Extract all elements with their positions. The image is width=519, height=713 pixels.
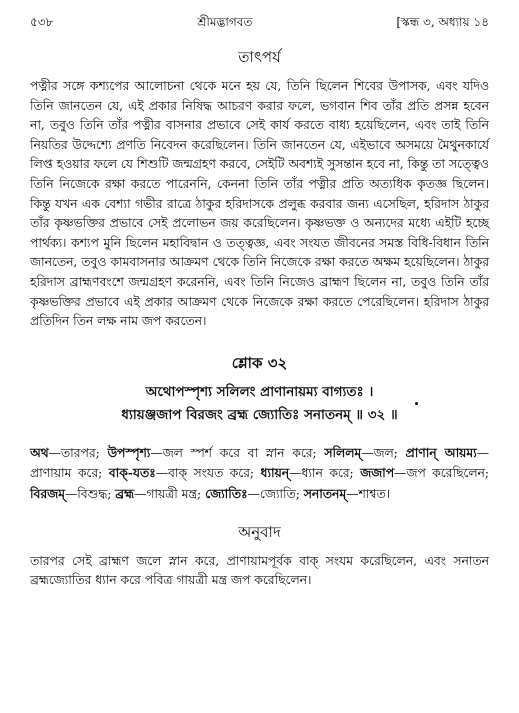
translation-text: তারপর সেই ব্রাহ্মণ জলে স্নান করে, প্রাণায়ামপূর্বক বাক্ সংযম করেছিলেন, এবং সনাতন ব্রহ্মজ্যোতির ধ্যান করে পবিত্র গায়ত্রী মন্ত্র জপ করেছিলেন।: [30, 553, 489, 588]
synonyms-paragraph: অথ—তারপর; উপস্পৃশ্য—জল স্পর্শ করে বা স্নান করে; সলিলম্—জল; প্রাণান্ আয়ম্য—প্রাণায়াম করে; বাক্-যতঃ—বাক্ সংযত করে; ধ্যায়ন্—ধ্যান করে; জজাপ—জপ করেছিলেন; বিরজম্—বিশুদ্ধ; ব্রহ্ম—গায়ত্রী মন্ত্র; জ্যোতিঃ—জ্যোতি; সনাতনম্—শাশ্বত।: [30, 444, 489, 501]
synonym-meaning: জপ করেছিলেন;: [406, 466, 489, 481]
chapter-reference: [স্কন্ধ ৩, অধ্যায় ১৪: [396, 15, 489, 29]
synonym-meaning: প্রাণায়াম করে;: [30, 466, 109, 481]
synonym-term: সলিলম্: [324, 444, 362, 460]
synonym-meaning: জ্যোতি;: [259, 486, 304, 501]
synonym-term: ধ্যায়ন্: [260, 465, 290, 481]
verse-line-2: ধ্যায়ঞ্জজাপ বিরজং ব্রহ্ম জ্যোতিঃ সনাতনম্ ॥ ৩২ ॥: [121, 406, 398, 423]
synonym-term: সনাতনম্: [303, 485, 347, 501]
synonym-term: উপস্পৃশ্য: [107, 444, 151, 460]
synonym-term: বিরজম্: [30, 485, 65, 501]
synonym-meaning: বিশুদ্ধ;: [77, 486, 116, 501]
verse-heading: শ্লোক ৩২: [231, 353, 288, 372]
book-title: শ্রীমদ্ভাগবত: [197, 15, 253, 29]
synonym-meaning: ধ্যান করে;: [301, 466, 361, 481]
translation-heading: অনুবাদ: [238, 522, 281, 541]
purport-heading: তাৎপর্য: [238, 48, 281, 66]
synonym-meaning: শাশ্বত।: [358, 486, 390, 501]
synonym-meaning: গায়ত্রী মন্ত্র;: [146, 486, 206, 501]
synonym-meaning: জল স্পর্শ করে বা স্নান করে;: [162, 445, 325, 460]
page-number: ৫৩৮: [30, 15, 54, 29]
synonym-meaning: তারপর;: [60, 445, 108, 460]
synonym-term: জজাপ: [360, 465, 395, 481]
ink-dot: [415, 402, 418, 405]
synonym-meaning: জল;: [373, 445, 406, 460]
purport-text: পত্নীর সঙ্গে কশ্যপের আলোচনা থেকে মনে হয় যে, তিনি ছিলেন শিবের উপাসক, এবং যদিও তিনি জানতেন যে, এই প্রকার নিষিদ্ধ আচরণ করার ফলে, ভগবান শিব তাঁর প্রতি প্রসন্ন হবেন না, তবুও তিনি তাঁর পত্নীর বাসনার প্রভাবে সেই কার্য করতে বাধ্য হয়েছিলেন, এবং তাই তিনি নিয়তির উদ্দেশ্যে প্রণতি নিবেদন করেছিলেন। তিনি জানতেন যে, এইভাবে অসময়ে মৈথুনকার্যে লিপ্ত হওয়ার ফলে যে শিশুটি জন্মগ্রহণ করবে, সেইটি অবশ্যই সুসন্তান হবে না, কিন্তু তা সত্ত্বেও তিনি নিজেকে রক্ষা করতে পারেননি, কেননা তিনি তাঁর পত্নীর প্রতি অত্যধিক কৃতজ্ঞ ছিলেন। কিন্তু যখন এক বেশ্যা গভীর রাত্রে ঠাকুর হরিদাসকে প্রলুব্ধ করবার জন্য এসেছিল, হরিদাস ঠাকুর তাঁর কৃষ্ণভক্তির প্রভাবে সেই প্রলোভন জয় করেছিলেন। কৃষ্ণভক্ত ও অন্যদের মধ্যে এইটি হচ্ছে পার্থক্য। কশ্যপ মুনি ছিলেন মহাবিদ্বান ও তত্ত্বজ্ঞ, এবং সংযত জীবনের সমস্ত বিধি-বিধান তিনি জানতেন, তবুও কামবাসনার আক্রমণ থেকে তিনি নিজেকে রক্ষা করতে অক্ষম হয়েছিলেন। ঠাকুর হরিদাস ব্রাহ্মণবংশে জন্মগ্রহণ করেননি, এবং তিনি নিজেও ব্রাহ্মণ ছিলেন না, তবুও তিনি তাঁর কৃষ্ণভক্তির প্রভাবে এই প্রকার আক্রমণ থেকে নিজেকে রক্ষা করতে পেরেছিলেন। হরিদাস ঠাকুর প্রতিদিন তিন লক্ষ নাম জপ করতেন।: [30, 79, 489, 329]
synonym-term: ব্রহ্ম: [115, 485, 135, 501]
synonym-term: জ্যোতিঃ: [205, 485, 248, 501]
synonym-term: প্রাণান্ আয়ম্য: [405, 444, 477, 460]
verse-line-1: অথোপস্পৃশ্য সলিলং প্রাণানায়ম্য বাগ্যতঃ ।: [145, 383, 374, 400]
page-header: [30, 14, 489, 34]
synonym-meaning: বাক্ সংযত করে;: [168, 466, 261, 481]
synonym-term: বাক্-যতঃ: [108, 465, 156, 481]
synonym-term: অথ: [30, 444, 49, 460]
